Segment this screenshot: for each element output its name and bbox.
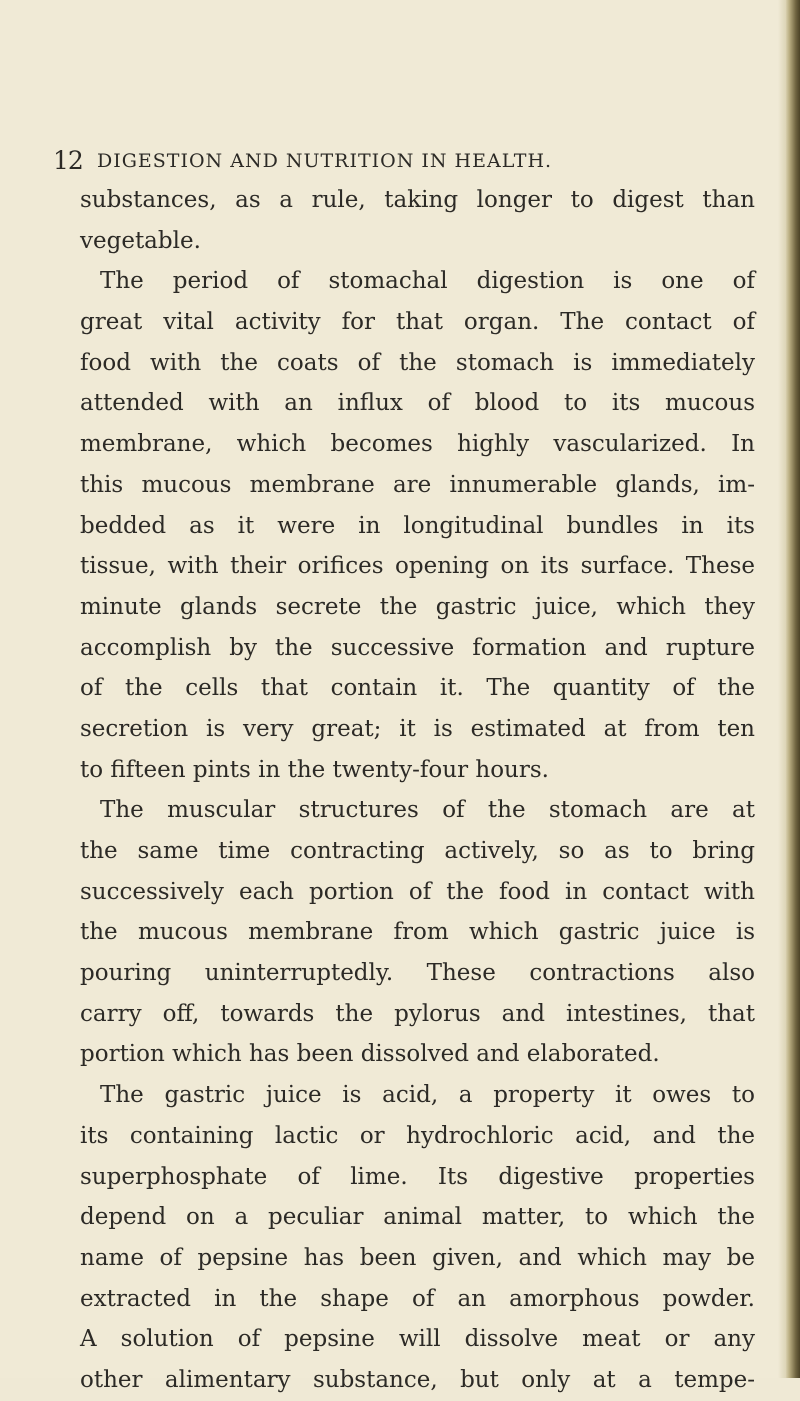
text-line: successively each portion of the food in contact with <box>80 878 755 905</box>
text-line: of the cells that contain it. The quantity of the <box>80 675 755 702</box>
text-line: secretion is very great; it is estimated at from ten <box>80 715 755 742</box>
text-line: tissue, with their orifices opening on its surface. These <box>80 553 755 580</box>
text-line: A solution of pepsine will dissolve meat or any <box>80 1326 755 1353</box>
text-line: depend on a peculiar animal matter, to which the <box>80 1204 755 1231</box>
text-line: accomplish by the successive formation and rupture <box>80 634 755 661</box>
running-head: DIGESTION AND NUTRITION IN HEALTH. <box>97 150 553 172</box>
text-line: to fifteen pints in the twenty-four hours. <box>80 756 549 783</box>
page-edge-shadow <box>778 0 786 1378</box>
text-line: portion which has been dissolved and elaborated. <box>80 1041 660 1068</box>
text-line: The gastric juice is acid, a property it owes to <box>100 1082 755 1109</box>
text-line: the same time contracting actively, so as to bring <box>80 838 755 864</box>
text-line: its containing lactic or hydrochloric acid, and the <box>80 1122 755 1149</box>
book-binding-edge <box>786 0 800 1378</box>
text-line: name of pepsine has been given, and which may be <box>80 1244 755 1271</box>
body-text <box>80 180 755 1401</box>
text-line: other alimentary substance, but only at a tempe- <box>80 1366 755 1393</box>
text-line: membrane, which becomes highly vascularized. In <box>80 431 755 458</box>
text-line: attended with an influx of blood to its mucous <box>80 390 755 417</box>
text-line: extracted in the shape of an amorphous powder. <box>80 1285 755 1312</box>
text-line: The period of stomachal digestion is one of <box>100 268 755 295</box>
text-line: this mucous membrane are innumerable glands, im- <box>80 471 755 498</box>
page-header <box>53 146 653 176</box>
text-line: vegetable. <box>80 227 201 254</box>
text-line: pouring uninterruptedly. These contractions also <box>80 960 755 987</box>
text-line: substances, as a rule, taking longer to digest than <box>80 187 755 213</box>
page-number: 12 <box>53 146 83 175</box>
text-line: bedded as it were in longitudinal bundles in its <box>80 512 755 539</box>
text-line: great vital activity for that organ. The contact of <box>80 309 755 336</box>
text-line: superphosphate of lime. Its digestive properties <box>80 1163 755 1190</box>
text-line: the mucous membrane from which gastric juice is <box>80 919 755 946</box>
text-line: carry off, towards the pylorus and intestines, that <box>80 1000 755 1027</box>
text-line: The muscular structures of the stomach are at <box>100 797 755 824</box>
text-line: minute glands secrete the gastric juice, which they <box>80 593 755 620</box>
text-line: food with the coats of the stomach is immediately <box>80 349 755 376</box>
